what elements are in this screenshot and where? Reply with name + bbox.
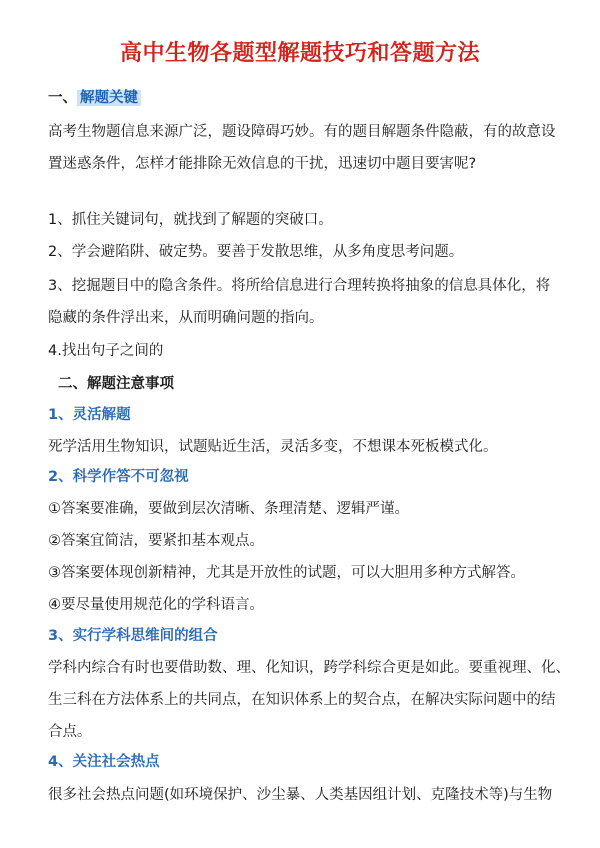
- sub4-heading: 4、关注社会热点: [48, 754, 160, 770]
- sub2-line-1: ①答案要准确，要做到层次清晰、条理清楚、逻辑严谨。: [48, 501, 409, 517]
- sub2-line-2: ②答案宜简洁，要紧扣基本观点。: [48, 533, 264, 549]
- sub2-heading: 2、科学作答不可忽视: [48, 469, 189, 485]
- sub2-line-3: ③答案要体现创新精神，尤其是开放性的试题，可以大胆用多种方式解答。: [48, 565, 525, 581]
- section1-heading: [48, 86, 141, 107]
- sub4-line-1: 很多社会热点问题(如环境保护、沙尘暴、人类基因组计划、克隆技术等)与生物: [48, 787, 553, 803]
- intro-line-1: 高考生物题信息来源广泛，题设障碍巧妙。有的题目解题条件隐蔽，有的故意设: [48, 124, 556, 140]
- point-4: 4.找出句子之间的: [48, 343, 164, 359]
- section1-highlight: 解题关键: [77, 90, 141, 106]
- section2-heading: 二、解题注意事项: [58, 376, 174, 392]
- sub3-line-2: 生三科在方法体系上的共同点，在知识体系上的契合点，在解决实际问题中的结: [48, 692, 556, 708]
- point-3: 3、挖掘题目中的隐含条件。将所给信息进行合理转换将抽象的信息具体化，将: [48, 278, 551, 294]
- page-title: 高中生物各题型解题技巧和答题方法: [119, 41, 480, 66]
- intro-line-2: 置迷惑条件，怎样才能排除无效信息的干扰，迅速切中题目要害呢?: [48, 156, 477, 172]
- sub1-line-1: 死学活用生物知识，试题贴近生活，灵活多变，不想课本死板模式化。: [48, 439, 498, 455]
- sub3-line-3: 合点。: [48, 724, 92, 740]
- point-3-cont: 隐藏的条件浮出来，从而明确问题的指向。: [48, 310, 324, 326]
- point-2: 2、学会避陷阱、破定势。要善于发散思维，从多角度思考问题。: [48, 244, 464, 260]
- sub3-heading: 3、实行学科思维间的组合: [48, 628, 218, 644]
- section1-prefix: 一、: [48, 90, 77, 106]
- point-1: 1、抓住关键词句，就找到了解题的突破口。: [48, 212, 333, 228]
- sub2-line-4: ④要尽量使用规范化的学科语言。: [48, 597, 264, 613]
- sub3-line-1: 学科内综合有时也要借助数、理、化知识，跨学科综合更是如此。要重视理、化、: [48, 660, 570, 676]
- sub1-heading: 1、灵活解题: [48, 407, 131, 423]
